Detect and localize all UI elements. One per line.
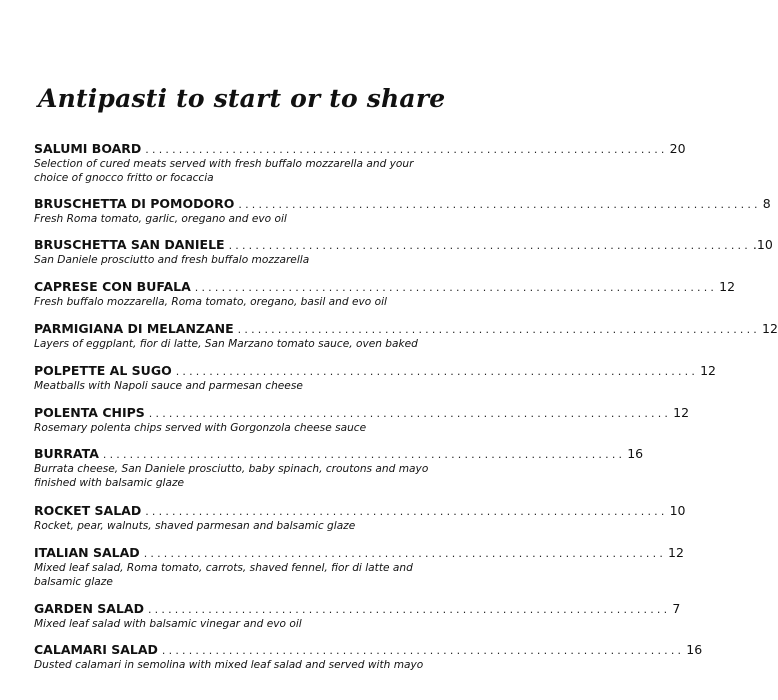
menu-item: [34, 363, 716, 393]
menu-item-header: [34, 363, 716, 379]
menu-item-header: [34, 321, 778, 337]
item-description: Fresh Roma tomato, garlic, oregano and evo oil: [34, 213, 287, 225]
item-price: 12: [700, 363, 716, 378]
dot-leader: ..............................................................................: [194, 281, 718, 294]
menu-item: [34, 141, 686, 185]
menu-item-header: [34, 545, 684, 561]
item-description: Burrata cheese, San Daniele prosciutto, baby spinach, croutons and mayo finished with balsamic glaze: [34, 463, 429, 489]
menu-item: [34, 503, 686, 533]
menu-item: [34, 446, 644, 490]
item-price: 16: [627, 446, 644, 461]
item-name: POLENTA CHIPS: [34, 405, 145, 420]
item-description: Dusted calamari in semolina with mixed leaf salad and served with mayo: [34, 659, 424, 671]
dot-leader: ..............................................................................: [228, 239, 751, 252]
menu-item-header: [34, 405, 690, 421]
item-name: BRUSCHETTA SAN DANIELE: [34, 237, 225, 252]
menu-item-header: [34, 446, 644, 462]
menu-item-header: [34, 279, 736, 295]
section-title: Antipasti to start or to share: [38, 84, 446, 113]
dot-leader: ..............................................................................: [143, 547, 667, 560]
item-description: San Daniele prosciutto and fresh buffalo mozzarella: [34, 254, 310, 266]
menu-item: [34, 405, 690, 435]
item-name: BRUSCHETTA DI POMODORO: [34, 196, 235, 211]
menu-item: [34, 642, 703, 672]
item-price: 16: [686, 642, 703, 657]
item-name: SALUMI BOARD: [34, 141, 142, 156]
item-price: 10: [669, 503, 686, 518]
item-description: Rocket, pear, walnuts, shaved parmesan and balsamic glaze: [34, 520, 356, 532]
item-description: Mixed leaf salad with balsamic vinegar and evo oil: [34, 618, 302, 630]
menu-item: [34, 279, 736, 309]
menu-item-header: [34, 237, 773, 253]
dot-leader: ..............................................................................: [148, 407, 672, 420]
item-name: ROCKET SALAD: [34, 503, 142, 518]
dot-leader: ..............................................................................: [161, 644, 685, 657]
item-price: 12: [673, 405, 690, 420]
menu-item: [34, 321, 778, 351]
dot-leader: ..............................................................................: [238, 198, 761, 211]
menu-item: [34, 196, 771, 226]
menu-item: [34, 237, 773, 267]
item-name: CAPRESE CON BUFALA: [34, 279, 191, 294]
item-price: 7: [672, 601, 681, 616]
item-description: Layers of eggplant, fior di latte, San Marzano tomato sauce, oven baked: [34, 338, 418, 350]
item-price: 12: [762, 321, 778, 336]
item-price: 20: [669, 141, 686, 156]
dot-leader: ..............................................................................: [145, 505, 668, 518]
dot-leader: ..............................................................................: [237, 323, 761, 336]
menu-item-header: [34, 601, 681, 617]
menu-item-header: [34, 196, 771, 212]
item-price: 8: [762, 196, 771, 211]
item-description: Selection of cured meats served with fresh buffalo mozzarella and your choice of gnocco fritto or focaccia: [34, 158, 414, 184]
item-name: POLPETTE AL SUGO: [34, 363, 172, 378]
item-price: 12: [719, 279, 736, 294]
item-description: Fresh buffalo mozzarella, Roma tomato, oregano, basil and evo oil: [34, 296, 387, 308]
item-name: CALAMARI SALAD: [34, 642, 158, 657]
menu-item: [34, 601, 681, 631]
dot-leader: ..............................................................................: [175, 365, 699, 378]
item-name: PARMIGIANA DI MELANZANE: [34, 321, 234, 336]
menu-item: [34, 545, 684, 589]
menu-item-header: [34, 642, 703, 658]
item-description: Mixed leaf salad, Roma tomato, carrots, shaved fennel, fior di latte and balsamic glaze: [34, 562, 413, 588]
item-description: Meatballs with Napoli sauce and parmesan cheese: [34, 380, 303, 392]
item-price: 12: [668, 545, 684, 560]
dot-leader: ..............................................................................: [102, 448, 626, 461]
item-price: .10: [752, 237, 773, 252]
dot-leader: ..............................................................................: [145, 143, 668, 156]
item-description: Rosemary polenta chips served with Gorgonzola cheese sauce: [34, 422, 367, 434]
menu-item-header: [34, 503, 686, 519]
item-name: BURRATA: [34, 446, 99, 461]
item-name: ITALIAN SALAD: [34, 545, 140, 560]
item-name: GARDEN SALAD: [34, 601, 144, 616]
dot-leader: ..............................................................................: [147, 603, 671, 616]
menu-item-header: [34, 141, 686, 157]
